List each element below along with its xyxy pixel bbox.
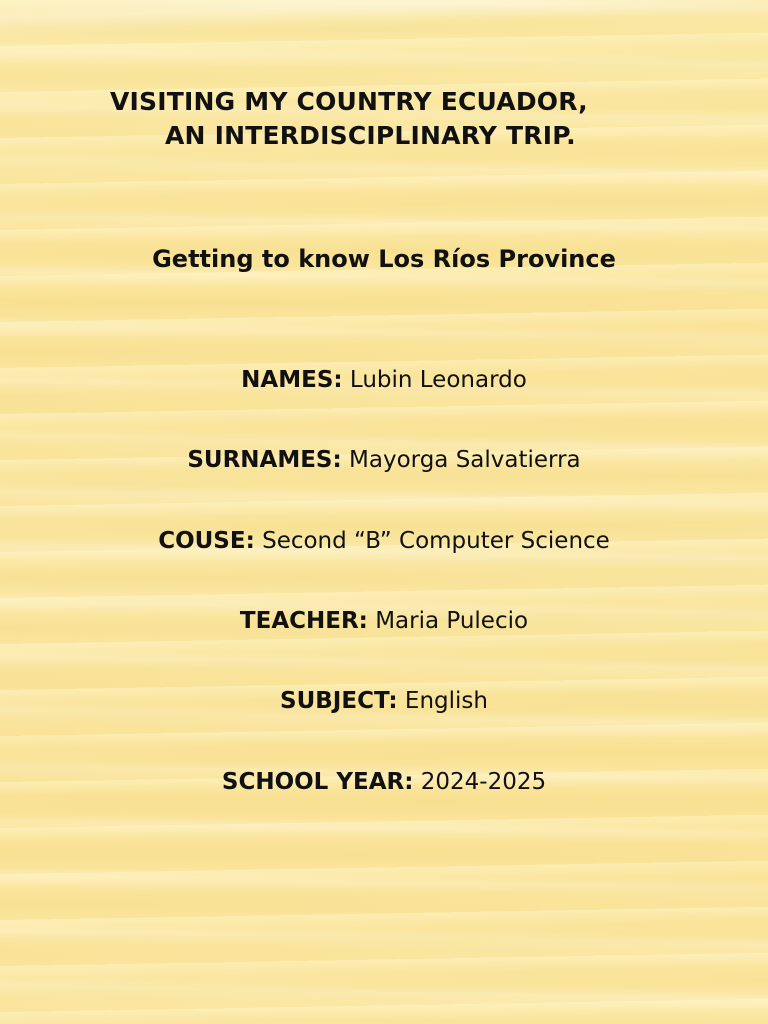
field-label: SUBJECT: — [280, 688, 398, 714]
title-line-1: VISITING MY COUNTRY ECUADOR, — [110, 87, 588, 116]
title-line-2: AN INTERDISCIPLINARY TRIP. — [165, 121, 576, 150]
field-course — [0, 526, 768, 556]
field-teacher — [0, 606, 768, 636]
field-surnames — [0, 445, 768, 475]
field-value: Second “B” Computer Science — [262, 528, 610, 554]
field-value: Mayorga Salvatierra — [349, 447, 581, 473]
field-names — [0, 365, 768, 395]
field-label: TEACHER: — [239, 608, 368, 634]
field-value: English — [404, 688, 488, 714]
field-label: NAMES: — [241, 367, 343, 393]
field-value: 2024-2025 — [420, 769, 547, 795]
field-label: COUSE: — [158, 528, 255, 554]
field-school-year — [0, 767, 768, 797]
field-label: SCHOOL YEAR: — [221, 769, 414, 795]
field-subject — [0, 686, 768, 716]
field-value: Maria Pulecio — [375, 608, 529, 634]
field-value: Lubin Leonardo — [349, 367, 527, 393]
document-subtitle: Getting to know Los Ríos Province — [152, 245, 616, 273]
field-label: SURNAMES: — [187, 447, 342, 473]
